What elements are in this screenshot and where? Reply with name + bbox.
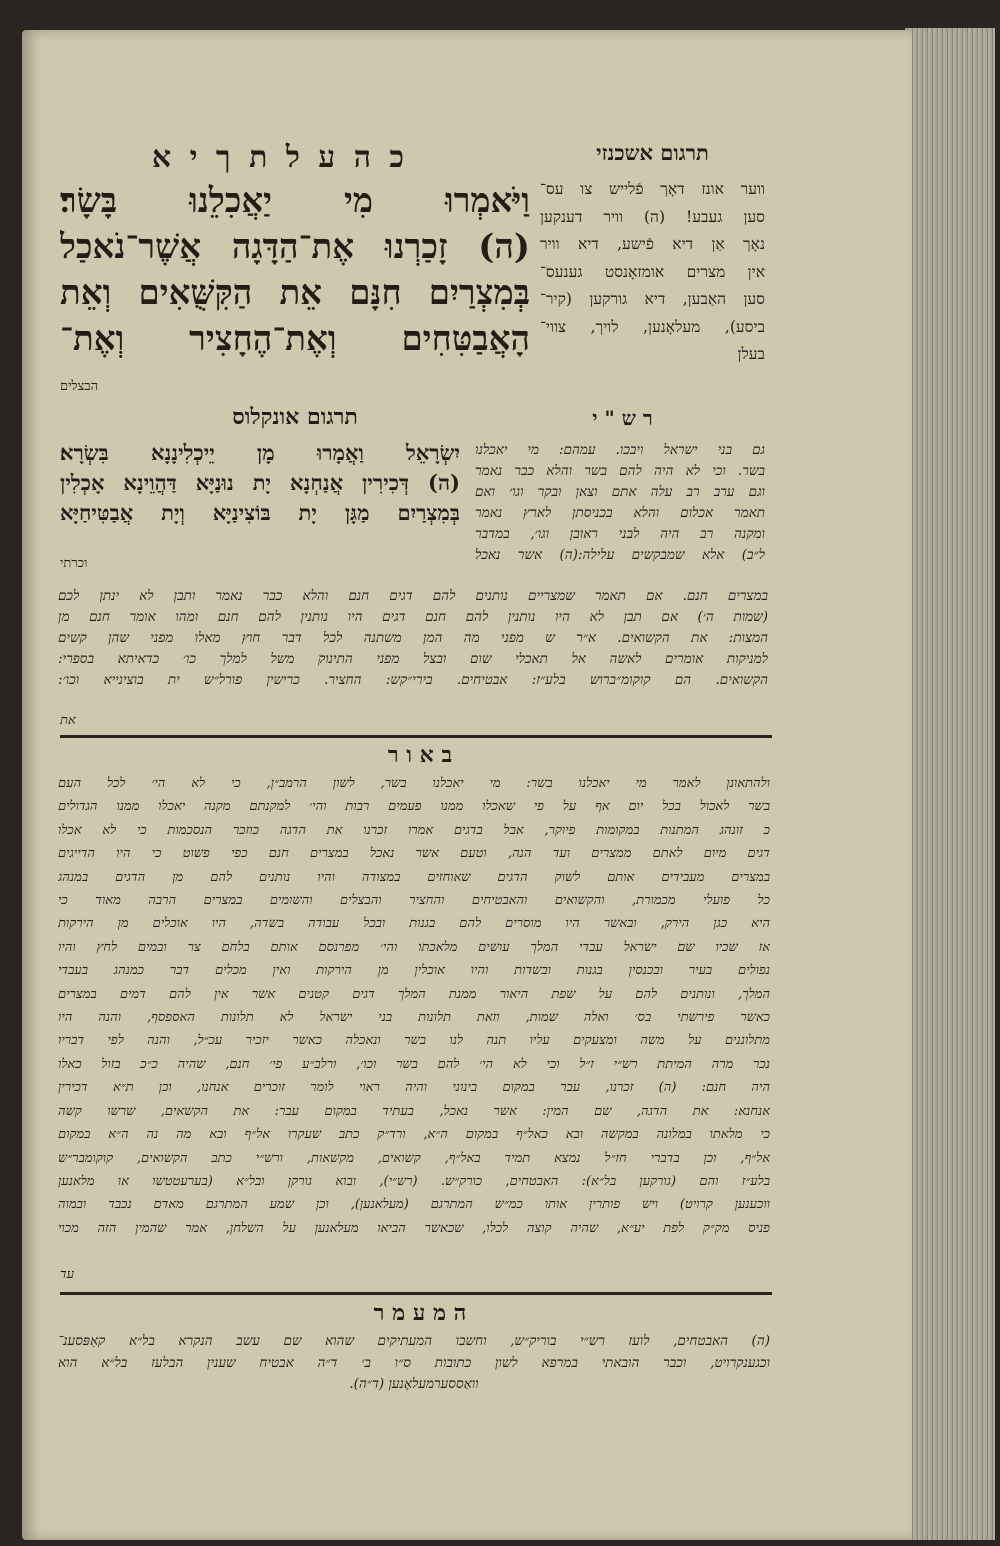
text-line: פניס מק״ק לפת יע״א, שהיה קוצה לכלו, שכאשר הביאו מעלאנען על השלחן, אמר שהמין הזה מכוי	[58, 1220, 770, 1236]
hameamer-last-line: וואַססערמעלאָנען (ד״ה).	[349, 1376, 479, 1392]
text-line: ווער אונז דאָך פֿלייש צו עס־	[540, 180, 765, 198]
rashi-title: ר ש " י	[592, 406, 653, 430]
text-line: בעלן	[737, 345, 765, 363]
text-line: ווכענען קרויט) ויש פותרין אותו כמ״ש המתרגם (מעלאנען), וכן שמע המתרגם מאדם נכבד ובמוה	[58, 1197, 770, 1213]
text-line: במצרים חנם. אם תאמר שמצריים נותנים להם דגים חנם והלא כבר נאמר ותבן לא ינתן לכם	[58, 588, 768, 604]
text-line: בשר. וכי לא היה להם בשר והלא כבר נאמר	[475, 463, 765, 479]
text-line: מתלוננים על משה ומצעקים עליו תנה לנו בשר ונאכלה כאשר יזכיר עכ״ל, והנה לפי דבריו	[58, 1033, 770, 1049]
text-line: כאשר פירשתי בס׳ ואלה שמות, וזאת תלונות בני ישראל לא תלונות האספסף, והנה היו	[58, 1010, 770, 1026]
text-line: היא כגן הירק, ובאשר היו מוסרים להם בגנות ובכל עבודה בשדה, היו אוכלים מן הירקות	[58, 916, 770, 932]
text-line: ולהתאונן לאמר מי יאכלנו בשר: מי יאכלנו בשר, לשון הרמב״ן, כי לא הי׳ לכל העם	[58, 776, 770, 791]
text-line: במצרים מעבידים אותם לשוק הדגים שאוחזים במצודה והיו נותנים להם מן הדגים במנהג	[58, 869, 770, 885]
text-line: כ זונהג המתנות במקומות פיוקר, אבל בדגים אמרו זכרנו את הדגה כוזכר הנסכמות כי לא אכלו	[58, 822, 770, 838]
text-line: סען האַבען, דיא גורקען (קיר־	[540, 290, 765, 308]
rashi-text-continued	[58, 586, 768, 691]
text-line: כל פועלי מכמורת, והקשואים והאבטיחים והחציר והבצלים והשומים במצרים הרבה מאוד כי	[58, 893, 770, 909]
text-line: אין מצרים אומזאָנסט גענעס־	[540, 262, 765, 281]
onkelos-text	[60, 438, 460, 528]
text-line: נפולים בעיר ובכנסין בגנות ובשדות והיו אוכלין מן הירקות ואין מכלים דבר כמנהג בעבדי	[58, 963, 770, 979]
text-line: (ה) דְּכִירִין אֲנַחְנָא יָת נוּנַיָּא דַּהֲוֵינָא אָכְלִין	[60, 470, 460, 495]
targum-ashkenazi-text	[540, 176, 765, 369]
text-line: וגם ערב רב עלה אתם וצאן ובקר וגו׳ ואם	[475, 484, 765, 500]
text-line: תאמר אכלום והלא בכניסתן לארץ נאמר	[475, 505, 765, 521]
text-line: הָאֲבַטִּחִים וְאֶת־הֶחָצִיר וְאֶת־	[60, 319, 530, 359]
text-line: בְּמִצְרַיִם מַגָּן יָת בּוֹצִינַיָּא וְיָת אֲבַטִּיחַיָּא	[60, 500, 460, 525]
text-line: אל״ף, וכן בדברי חז״ל נמצא תמיד באל״ף, קשואים, מקשאות, ורש״י כתב הקשואים, קוקומבר״ש	[58, 1150, 770, 1166]
text-line: (ה) זָכַרְנוּ אֶת־הַדָּגָה אֲשֶׁר־נֹאכַל	[60, 227, 530, 267]
text-line: המצות: את הקשואים. א״ר ש מפני מה המן משתנה לכל דבר חוץ מאלו מפני שהן קשים	[58, 630, 768, 646]
rashi-text	[475, 440, 765, 566]
text-line: אנחנא: את הדגה, שם המין: אשר נאכל, בעתיד במקום עבר: את הקשאים, שרשו קשה	[58, 1103, 770, 1119]
text-line: בלע״ז והם (גורקען בל״א): האבטחים, כורק״ש. (רש״י), ובוא גורקן ובל״א (בערעטטשו או מלאנען	[58, 1173, 770, 1189]
text-line: ביסע), מעלאָנען, לויך, צווי־	[540, 317, 765, 336]
text-line: סען געבע! (ה) וויר דענקען	[540, 207, 765, 226]
divider	[60, 735, 772, 738]
biur-text	[58, 772, 770, 1240]
page-edges	[905, 28, 995, 1540]
hameamer-text	[58, 1330, 770, 1374]
text-line: למניקות אומרים לאשה אל תאכלי שום ובצל מפני התינוק משל למלך כו׳ כדאיתא בספרי:	[58, 651, 768, 667]
text-line: גם בני ישראל ויבכו. עמהם: מי יאכלנו	[475, 442, 765, 458]
onkelos-title: תרגום אונקלוס	[232, 404, 358, 430]
text-line: נאָך אַן דיא פֿישע, דיא וויר	[540, 235, 765, 253]
verse-catchword: הבצלים	[60, 379, 99, 394]
text-line: כי מלאתו במלונה במקשה ובא כאל״ף במקום ה״א, ורד״ק כתב שעקרו אל״ף ובא מה נה ה״א במקום	[58, 1127, 770, 1143]
divider	[60, 1292, 772, 1295]
rashi-catchword: את	[60, 713, 76, 728]
torah-verse	[60, 178, 530, 362]
text-line: (ה) האבטחים, לועז רש״י בוריק״ש, וחשבו המעתיקים שהוא שם עשב הנקרא בל״א קאַפּסענ־	[58, 1333, 770, 1349]
text-line: (שמות ה׳) אם תבן לא היו נותנין להם חנם דגים היו נותנין להם חנם ומהו אומר חנם מן	[58, 609, 768, 625]
text-line: היה חנם: (ה) זכרנו, עבר במקום בינוני והיה ראוי לומר זוכרים אנחנו, וכן ת״א דכירין	[58, 1080, 770, 1096]
biur-catchword: עד	[60, 1267, 75, 1282]
running-header: כ ה ע ל ת ך י א	[151, 140, 409, 175]
text-line: וַיֹּאמְרוּ מִי יַאֲכִלֵנוּ בָּשָׂר׃	[60, 181, 530, 221]
text-line: יִשְׂרָאֵל וַאֲמָרוּ מָן יֵיכְלִינָנָא בִּשְׂרָא׃	[60, 440, 460, 465]
text-line: המלך, ונותנים להם על שפת היאור ממנת המלך דגים קטנים אשר אין להם דמים במצרים	[58, 986, 770, 1002]
text-line: וכגענקרויט, וכבר הובאתי במרפא לשון כתובות ס״ו ב׳ ד״ה אבטיח שענין הבלעז בל״א הוא	[58, 1355, 770, 1371]
text-line: נכר מרה המיתת רש״י ז״ל וכי לא הי׳ להם בשר וכו׳, ורלב״ע פי׳ חנם, שהיה כ״כ בזול כאלו	[58, 1056, 770, 1072]
text-line: בְּמִצְרַיִם חִנָּם אֵת הַקִּשֻּׁאִים וְאֵת	[60, 273, 530, 313]
text-line: דגים מיום לאתם ממצרים ועד הנה, וטעם אשר נאכל במצרים חנם כפי פשוט כי היו הדייגים	[58, 846, 770, 862]
text-line: בשר לאכול בכל יום אף על פי שאכלו ממנו פעמים רבות והי׳ למקנתם מקנה יאכלו ממנו הגדולים	[58, 799, 770, 815]
biur-title: ב א ו ר	[387, 742, 453, 768]
text-line: הקשואים. הם קוקומ״ברוש בלע״ז: אבטיחים. בירי״קש: החציר. כרישין פורל״ש ית בוצינייא וכו׳:	[58, 672, 768, 688]
text-line: ומקנה רב היה לבני ראובן וגו׳, במדבר	[475, 526, 765, 542]
targum-ashkenazi-title: תרגום אשכנזי	[596, 140, 709, 165]
text-line: אז שכיו שם ישראל עבדי המלך עושים מלאכתו והי׳ מפרנסם אותם בלחם צר ובמים לחץ והיו	[58, 939, 770, 955]
text-line: ל״ב) אלא שמבקשים עלילה:(ה) אשר נאכל	[475, 547, 765, 563]
onkelos-catchword: וכרתי	[60, 556, 88, 571]
hameamer-title: ה מ ע מ ר	[373, 1300, 467, 1326]
